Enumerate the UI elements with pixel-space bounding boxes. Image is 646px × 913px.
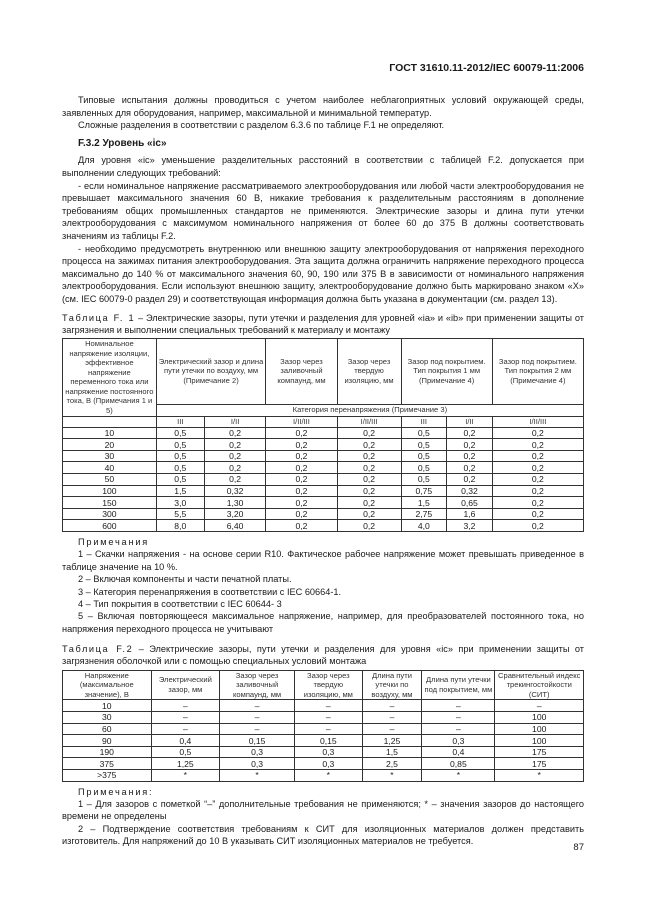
table-cell: 0,2 xyxy=(337,520,401,532)
intro-paragraph-1: Типовые испытания должны проводиться с учетом наиболее неблагоприятных условий окружающей среды, заявленных для оборудования, например, максимальной и минимальной температур. xyxy=(62,95,584,118)
t1-header-coating1: Зазор под покрытием. Тип покрытия 1 мм (Примечание 4) xyxy=(401,338,492,404)
table-cell: * xyxy=(220,770,295,782)
table-cell: 0,2 xyxy=(204,427,266,439)
table-cell: 190 xyxy=(63,746,152,758)
main-text xyxy=(62,94,584,848)
table-cell: 0,2 xyxy=(447,462,493,474)
table-cell: >375 xyxy=(63,770,152,782)
table-cell: 0,5 xyxy=(156,474,204,486)
table-cell: 0,5 xyxy=(156,462,204,474)
t1-subheader: I/II xyxy=(204,416,266,427)
table-cell: 0,2 xyxy=(337,439,401,451)
table-cell: – xyxy=(220,700,295,712)
t1-header-solid: Зазор через твердую изоляцию, мм xyxy=(337,338,401,404)
table-cell: 6,40 xyxy=(204,520,266,532)
table-cell: 0,5 xyxy=(401,474,447,486)
table-cell: – xyxy=(220,712,295,724)
table-cell: 0,65 xyxy=(447,497,493,509)
table-cell: 0,5 xyxy=(401,462,447,474)
table-cell: 0,3 xyxy=(220,758,295,770)
t1-note-1: 1 – Скачки напряжения - на основе серии R10. Фактическое рабочее напряжение может превышать приведенное в таблице значение на 10 %. xyxy=(62,549,584,572)
table-cell: 0,2 xyxy=(266,520,337,532)
table-cell: 0,2 xyxy=(337,462,401,474)
table-cell: 0,2 xyxy=(266,450,337,462)
table-cell: 3,2 xyxy=(447,520,493,532)
t1-subheader: I/II xyxy=(447,416,493,427)
body-paragraph-3: - необходимо предусмотреть внутреннюю или внешнюю защиту электрооборудования от напряжения переходного процесса на зажимах питания электрооборудования. Эта защита должна ограничить напряжение переходного процесса максимально до 140 % от максимального значения 60, 90, 190 или 375 В в зависимости от номинального напряжения электрооборудования. Если используют внешнюю защиту, электрооборудование должно быть маркировано знаком «X» (см. IEC 60079-0 раздел 29) и соответствующая информация должна быть указана в документации (см. раздел 13). xyxy=(62,243,584,304)
t2-header-creepage-air: Длина пути утечки по воздуху, мм xyxy=(362,670,422,700)
table-row xyxy=(63,735,584,747)
table-cell: 100 xyxy=(495,735,584,747)
table-cell: 600 xyxy=(63,520,157,532)
table-row xyxy=(63,723,584,735)
table-cell: 0,2 xyxy=(204,450,266,462)
table-cell: 0,85 xyxy=(422,758,495,770)
t1-subheader-empty xyxy=(63,416,157,427)
body-paragraph-1: Для уровня «ic» уменьшение разделительных расстояний в соответствии с таблицей F.2. допускается при выполнении следующих требований: xyxy=(62,155,584,178)
table-cell: 0,2 xyxy=(337,427,401,439)
table-cell: 1,6 xyxy=(447,508,493,520)
t2-header-solid: Зазор через твердую изоляцию, мм xyxy=(295,670,363,700)
table-cell: 30 xyxy=(63,712,152,724)
table-cell: 0,2 xyxy=(492,497,583,509)
t1-note-4: 4 – Тип покрытия в соответствии с IEC 60644- 3 xyxy=(78,599,282,610)
table2-caption-text: – Электрические зазоры, пути утечки и разделения для уровня «ic» при применении защиты от загрязнения оболочкой или с помощью специальных условий монтажа xyxy=(62,644,584,667)
table-cell: 30 xyxy=(63,450,157,462)
table-cell: 150 xyxy=(63,497,157,509)
table-cell: – xyxy=(495,700,584,712)
table-row xyxy=(63,770,584,782)
table-cell: – xyxy=(362,700,422,712)
table-row xyxy=(63,758,584,770)
table-cell: – xyxy=(295,712,363,724)
document-header: ГОСТ 31610.11-2012/IEC 60079-11:2006 xyxy=(389,62,584,74)
t2-header-cti: Сравнительный индекс трекингостойкости (СИТ) xyxy=(495,670,584,700)
table-cell: 0,2 xyxy=(266,439,337,451)
table-cell: 0,5 xyxy=(401,450,447,462)
table-cell: 3,20 xyxy=(204,508,266,520)
table-cell: 0,2 xyxy=(266,462,337,474)
table-cell: – xyxy=(151,723,220,735)
table-cell: * xyxy=(362,770,422,782)
table-cell: 60 xyxy=(63,723,152,735)
t1-notes-title: Примечания xyxy=(78,537,150,547)
table-cell: 10 xyxy=(63,427,157,439)
table-cell: 0,5 xyxy=(156,439,204,451)
table-row xyxy=(63,450,584,462)
table-cell: 1,5 xyxy=(362,746,422,758)
table-cell: 1,25 xyxy=(151,758,220,770)
table-cell: 0,2 xyxy=(492,439,583,451)
table-cell: 0,2 xyxy=(204,474,266,486)
table-cell: – xyxy=(422,700,495,712)
table-cell: 0,32 xyxy=(447,485,493,497)
table-cell: 0,3 xyxy=(220,746,295,758)
table-cell: – xyxy=(422,712,495,724)
table-row xyxy=(63,700,584,712)
t1-subheader: I/II/III xyxy=(266,416,337,427)
table-cell: 0,2 xyxy=(492,520,583,532)
table-cell: 90 xyxy=(63,735,152,747)
table-cell: 0,2 xyxy=(492,508,583,520)
table-cell: 0,2 xyxy=(266,427,337,439)
table-row xyxy=(63,462,584,474)
table-cell: 0,2 xyxy=(447,450,493,462)
table-row xyxy=(63,474,584,486)
table-cell: 0,2 xyxy=(447,474,493,486)
t1-note-5: 5 – Включая повторяющееся максимальное напряжение, например, для преобразователей постоянного тока, но напряжения переходного процесса не учитывают xyxy=(62,611,584,634)
table-cell: 2,75 xyxy=(401,508,447,520)
table-cell: 0,2 xyxy=(337,485,401,497)
t1-header-clearance: Электрический зазор и длина пути утечки по воздуху, мм (Примечание 2) xyxy=(156,338,266,404)
table-cell: 1,25 xyxy=(362,735,422,747)
table-cell: 1,30 xyxy=(204,497,266,509)
table-cell: 0,2 xyxy=(492,485,583,497)
table-row xyxy=(63,712,584,724)
table-cell: 0,3 xyxy=(422,735,495,747)
body-paragraph-2: - если номинальное напряжение рассматриваемого электрооборудования или любой части электрооборудования не превышает максимального значения 60 В, никакие требования к разделительным расстояниям в дополнение требованиям общих промышленных стандартов не применяются. Электрические зазоры и длина пути утечки электрооборудования с максимумом номинального напряжения от более 60 до 375 В должны соответствовать значениям из таблицы F.2. xyxy=(62,180,584,241)
table-row xyxy=(63,746,584,758)
table-cell: 0,2 xyxy=(447,427,493,439)
table-cell: 4,0 xyxy=(401,520,447,532)
table-cell: * xyxy=(151,770,220,782)
table-cell: 100 xyxy=(63,485,157,497)
table-cell: 0,32 xyxy=(204,485,266,497)
t2-note-1: 1 – Для зазоров с пометкой “–” дополнительные требования не применяются; * – значения зазоров до настоящего времени не определены xyxy=(62,799,584,822)
t1-header-voltage: Номинальное напряжение изоляции, эффективное напряжение переменного тока или напряжение постоянного тока, В (Примечания 1 и 5) xyxy=(63,338,157,416)
t2-notes-title: Примечания: xyxy=(78,786,154,797)
table-cell: 1,5 xyxy=(401,497,447,509)
table-cell: – xyxy=(362,723,422,735)
table-row xyxy=(63,520,584,532)
table1-notes xyxy=(62,536,584,635)
section-title: F.3.2 Уровень «ic» xyxy=(78,137,167,149)
table2-label: Таблица F.2 xyxy=(62,644,134,655)
table-cell: 0,5 xyxy=(401,427,447,439)
table-cell: 100 xyxy=(495,723,584,735)
table-cell: 0,2 xyxy=(492,450,583,462)
t1-subheader: I/II/III xyxy=(337,416,401,427)
table-cell: – xyxy=(295,723,363,735)
table-cell: 1,5 xyxy=(156,485,204,497)
t2-header-clearance: Электрический зазор, мм xyxy=(151,670,220,700)
t1-subheader: III xyxy=(156,416,204,427)
table-cell: 0,2 xyxy=(204,439,266,451)
t1-header-compound: Зазор через заливочный компаунд, мм xyxy=(266,338,337,404)
table-cell: 0,2 xyxy=(492,427,583,439)
table-cell: 0,2 xyxy=(266,497,337,509)
table2-notes xyxy=(62,786,584,848)
table-cell: 0,2 xyxy=(266,474,337,486)
table-cell: 0,2 xyxy=(492,474,583,486)
table-row xyxy=(63,485,584,497)
table-cell: 0,5 xyxy=(156,427,204,439)
table-cell: 50 xyxy=(63,474,157,486)
table-cell: – xyxy=(422,723,495,735)
table-cell: 0,15 xyxy=(295,735,363,747)
t2-body xyxy=(63,700,584,781)
table-cell: 0,4 xyxy=(151,735,220,747)
table1-label: Таблица F. 1 xyxy=(62,312,136,323)
table-row xyxy=(63,439,584,451)
table-cell: 0,2 xyxy=(337,474,401,486)
table-cell: – xyxy=(362,712,422,724)
table-cell: – xyxy=(151,712,220,724)
table-cell: 0,2 xyxy=(447,439,493,451)
table-cell: 0,5 xyxy=(156,450,204,462)
table-row xyxy=(63,427,584,439)
table-cell: 2,5 xyxy=(362,758,422,770)
t1-subheader-row xyxy=(63,416,584,427)
table-cell: 175 xyxy=(495,758,584,770)
table-cell: 300 xyxy=(63,508,157,520)
table-cell: 10 xyxy=(63,700,152,712)
table-f2 xyxy=(62,670,584,782)
table-cell: 8,0 xyxy=(156,520,204,532)
table-row xyxy=(63,497,584,509)
t2-note-2: 2 – Подтверждение соответствия требованиям к СИТ для изоляционных материалов должен представить изготовитель. Для напряжений до 10 В указывать СИТ изоляционных материалов не требуется. xyxy=(62,823,584,847)
table-cell: – xyxy=(220,723,295,735)
table-cell: 0,2 xyxy=(204,462,266,474)
table-cell: 5,5 xyxy=(156,508,204,520)
t2-header-compound: Зазор через заливочный компаунд, мм xyxy=(220,670,295,700)
t1-subheader: I/II/III xyxy=(492,416,583,427)
table-f1 xyxy=(62,338,584,532)
table-cell: 0,3 xyxy=(295,746,363,758)
table-cell: 0,2 xyxy=(337,508,401,520)
table1-caption xyxy=(62,312,584,336)
table-cell: * xyxy=(422,770,495,782)
intro-paragraph-2: Сложные разделения в соответствии с разделом 6.3.6 по таблице F.1 не определяют. xyxy=(78,120,445,131)
table-cell: 0,2 xyxy=(337,497,401,509)
t1-subheader: III xyxy=(401,416,447,427)
t1-category-header: Категория перенапряжения (Примечание 3) xyxy=(156,404,583,416)
t1-note-2: 2 – Включая компоненты и части печатной платы. xyxy=(78,574,292,585)
table-cell: 20 xyxy=(63,439,157,451)
table-cell: 40 xyxy=(63,462,157,474)
table-cell: – xyxy=(151,700,220,712)
table-cell: 375 xyxy=(63,758,152,770)
table-cell: 175 xyxy=(495,746,584,758)
table-cell: 0,5 xyxy=(151,746,220,758)
page-number: 87 xyxy=(573,842,584,853)
t1-note-3: 3 – Категория перенапряжения в соответствии с IEC 60664-1. xyxy=(78,586,342,597)
t2-header-voltage: Напряжение (максимальное значение), В xyxy=(63,670,152,700)
table-cell: 100 xyxy=(495,712,584,724)
t1-header-coating2: Зазор под покрытием. Тип покрытия 2 мм (Примечание 4) xyxy=(492,338,583,404)
table1-caption-text: – Электрические зазоры, пути утечки и разделения для уровней «ia» и «ib» при применении защиты от загрязнения и выполнении специальных требований к материалу и монтажу xyxy=(62,312,584,335)
table-cell: 0,75 xyxy=(401,485,447,497)
table-cell: 0,4 xyxy=(422,746,495,758)
table-cell: 0,3 xyxy=(295,758,363,770)
table-cell: 0,2 xyxy=(337,450,401,462)
table-cell: 0,15 xyxy=(220,735,295,747)
table-cell: * xyxy=(495,770,584,782)
table-row xyxy=(63,508,584,520)
table2-caption xyxy=(62,643,584,667)
table-cell: 0,2 xyxy=(266,508,337,520)
table-cell: * xyxy=(295,770,363,782)
table-cell: 0,5 xyxy=(401,439,447,451)
table-cell: 0,2 xyxy=(492,462,583,474)
t2-header-creepage-coating: Длина пути утечки под покрытием, мм xyxy=(422,670,495,700)
table-cell: 3,0 xyxy=(156,497,204,509)
t1-body xyxy=(63,427,584,531)
table-cell: – xyxy=(295,700,363,712)
table-cell: 0,2 xyxy=(266,485,337,497)
